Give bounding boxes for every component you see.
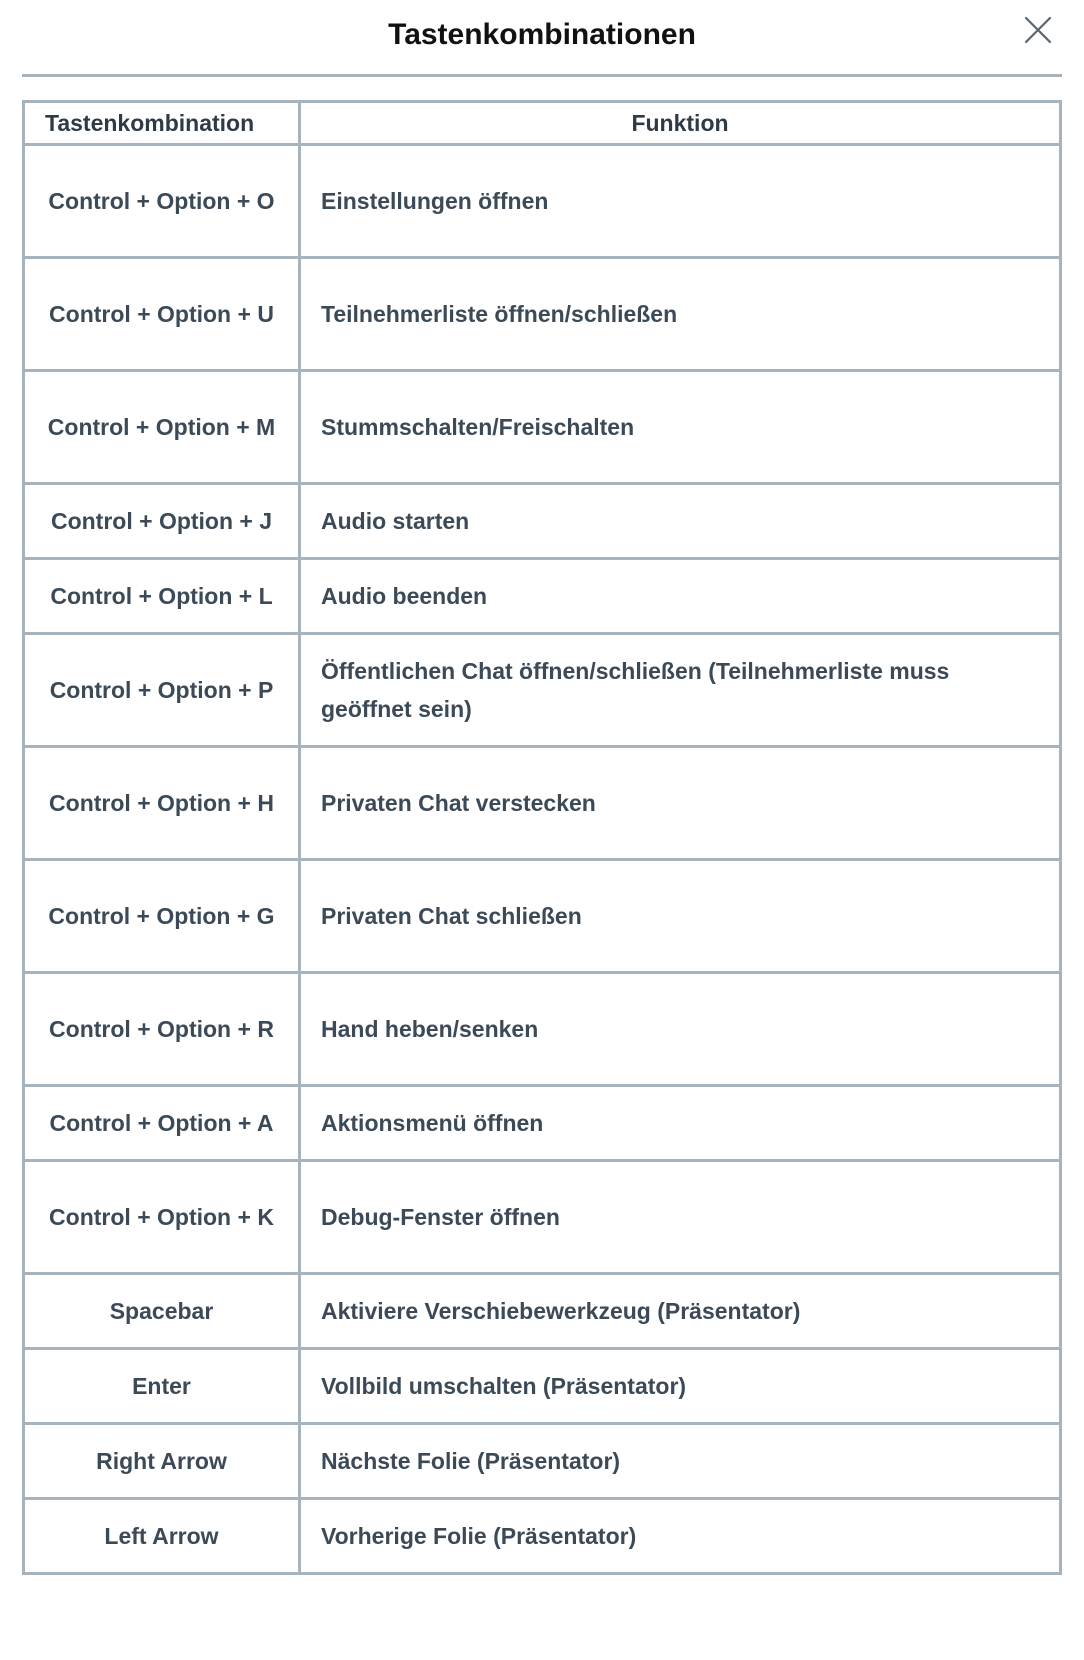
table-row xyxy=(24,1274,1061,1349)
shortcut-function: Aktiviere Verschiebewerkzeug (Präsentator) xyxy=(300,1274,1061,1349)
table-row xyxy=(24,1161,1061,1274)
shortcut-combination: Control + Option + L xyxy=(24,559,300,634)
table-row xyxy=(24,145,1061,258)
table-header-row xyxy=(24,102,1061,145)
shortcut-function: Vorherige Folie (Präsentator) xyxy=(300,1499,1061,1574)
shortcut-combination: Right Arrow xyxy=(24,1424,300,1499)
table-row xyxy=(24,1349,1061,1424)
shortcut-function: Einstellungen öffnen xyxy=(300,145,1061,258)
header-combination: Tastenkombination xyxy=(24,102,300,145)
modal-header xyxy=(22,0,1062,77)
shortcuts-table xyxy=(22,100,1062,1575)
shortcut-function: Stummschalten/Freischalten xyxy=(300,371,1061,484)
shortcut-function: Debug-Fenster öffnen xyxy=(300,1161,1061,1274)
shortcut-function: Teilnehmerliste öffnen/schließen xyxy=(300,258,1061,371)
shortcut-combination: Control + Option + R xyxy=(24,973,300,1086)
shortcut-function: Privaten Chat verstecken xyxy=(300,747,1061,860)
shortcut-combination: Control + Option + H xyxy=(24,747,300,860)
shortcut-combination: Control + Option + O xyxy=(24,145,300,258)
table-row xyxy=(24,747,1061,860)
shortcut-combination: Enter xyxy=(24,1349,300,1424)
close-icon xyxy=(1020,12,1056,48)
table-row xyxy=(24,1499,1061,1574)
shortcut-combination: Control + Option + K xyxy=(24,1161,300,1274)
table-row xyxy=(24,1086,1061,1161)
table-row xyxy=(24,371,1061,484)
shortcut-combination: Spacebar xyxy=(24,1274,300,1349)
shortcut-function: Vollbild umschalten (Präsentator) xyxy=(300,1349,1061,1424)
shortcut-combination: Left Arrow xyxy=(24,1499,300,1574)
shortcut-function: Öffentlichen Chat öffnen/schließen (Teilnehmerliste muss geöffnet sein) xyxy=(300,634,1061,747)
shortcut-combination: Control + Option + M xyxy=(24,371,300,484)
table-row xyxy=(24,634,1061,747)
shortcut-combination: Control + Option + U xyxy=(24,258,300,371)
shortcut-function: Audio beenden xyxy=(300,559,1061,634)
table-row xyxy=(24,559,1061,634)
table-row xyxy=(24,258,1061,371)
shortcut-combination: Control + Option + G xyxy=(24,860,300,973)
shortcut-combination: Control + Option + J xyxy=(24,484,300,559)
shortcuts-table-wrapper xyxy=(22,100,1062,1575)
header-function: Funktion xyxy=(300,102,1061,145)
table-row xyxy=(24,860,1061,973)
shortcut-function: Audio starten xyxy=(300,484,1061,559)
shortcut-function: Privaten Chat schließen xyxy=(300,860,1061,973)
table-row xyxy=(24,484,1061,559)
modal-title: Tastenkombinationen xyxy=(388,18,696,51)
shortcut-combination: Control + Option + P xyxy=(24,634,300,747)
shortcut-function: Aktionsmenü öffnen xyxy=(300,1086,1061,1161)
shortcut-function: Nächste Folie (Präsentator) xyxy=(300,1424,1061,1499)
shortcut-combination: Control + Option + A xyxy=(24,1086,300,1161)
shortcut-function: Hand heben/senken xyxy=(300,973,1061,1086)
table-row xyxy=(24,1424,1061,1499)
table-row xyxy=(24,973,1061,1086)
close-button[interactable] xyxy=(1020,12,1056,48)
